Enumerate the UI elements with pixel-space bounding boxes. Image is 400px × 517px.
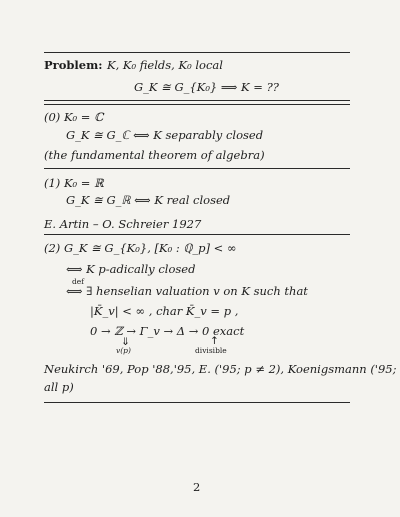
- double-rule-top: [44, 100, 350, 101]
- section0-header: (0) K₀ = ℂ: [44, 110, 104, 124]
- references-line1: Neukirch '69, Pop '88,'95, E. ('95; p ≠ 2), Koenigsmann ('95;: [44, 362, 397, 376]
- section2-header: (2) G_K ≅ G_{K₀}, [K₀ : ℚ_p] < ∞: [44, 241, 237, 255]
- bottom-rule: [44, 402, 350, 403]
- section2-line1: ⟺ K p-adically closed: [66, 262, 196, 276]
- section2-line3: |K̄_v| < ∞ , char K̄_v = p ,: [90, 304, 239, 318]
- double-rule-bottom: [44, 104, 350, 105]
- section1-attribution: E. Artin – O. Schreier 1927: [44, 217, 202, 231]
- down-double-arrow-icon: ⇓: [121, 336, 130, 348]
- section0-note: (the fundamental theorem of algebra): [44, 148, 265, 162]
- section0-line: G_K ≅ G_ℂ ⟺ K separably closed: [66, 128, 264, 142]
- section1-line: G_K ≅ G_ℝ ⟺ K real closed: [66, 193, 231, 207]
- problem-label: Problem:: [44, 58, 103, 72]
- problem-line2: G_K ≅ G_{K₀} ⟹ K = ??: [134, 80, 279, 94]
- page-number: 2: [193, 480, 201, 494]
- top-rule: [44, 52, 350, 53]
- rule-section2: [44, 234, 350, 235]
- vp-label: v(p): [116, 346, 131, 355]
- exact-sequence: 0 → ℤ → Γ_v → Δ → 0 exact: [90, 324, 245, 338]
- problem-line1: K, K₀ fields, K₀ local: [107, 58, 223, 72]
- def-label: def: [72, 277, 85, 286]
- rule-section1: [44, 168, 350, 169]
- section2-line2: ⟺ ∃ henselian valuation v on K such that: [66, 284, 308, 298]
- references-line2: all p): [44, 380, 74, 394]
- up-arrow-icon: ↑: [210, 335, 219, 347]
- section1-header: (1) K₀ = ℝ: [44, 176, 104, 190]
- divisible-label: divisible: [195, 346, 227, 355]
